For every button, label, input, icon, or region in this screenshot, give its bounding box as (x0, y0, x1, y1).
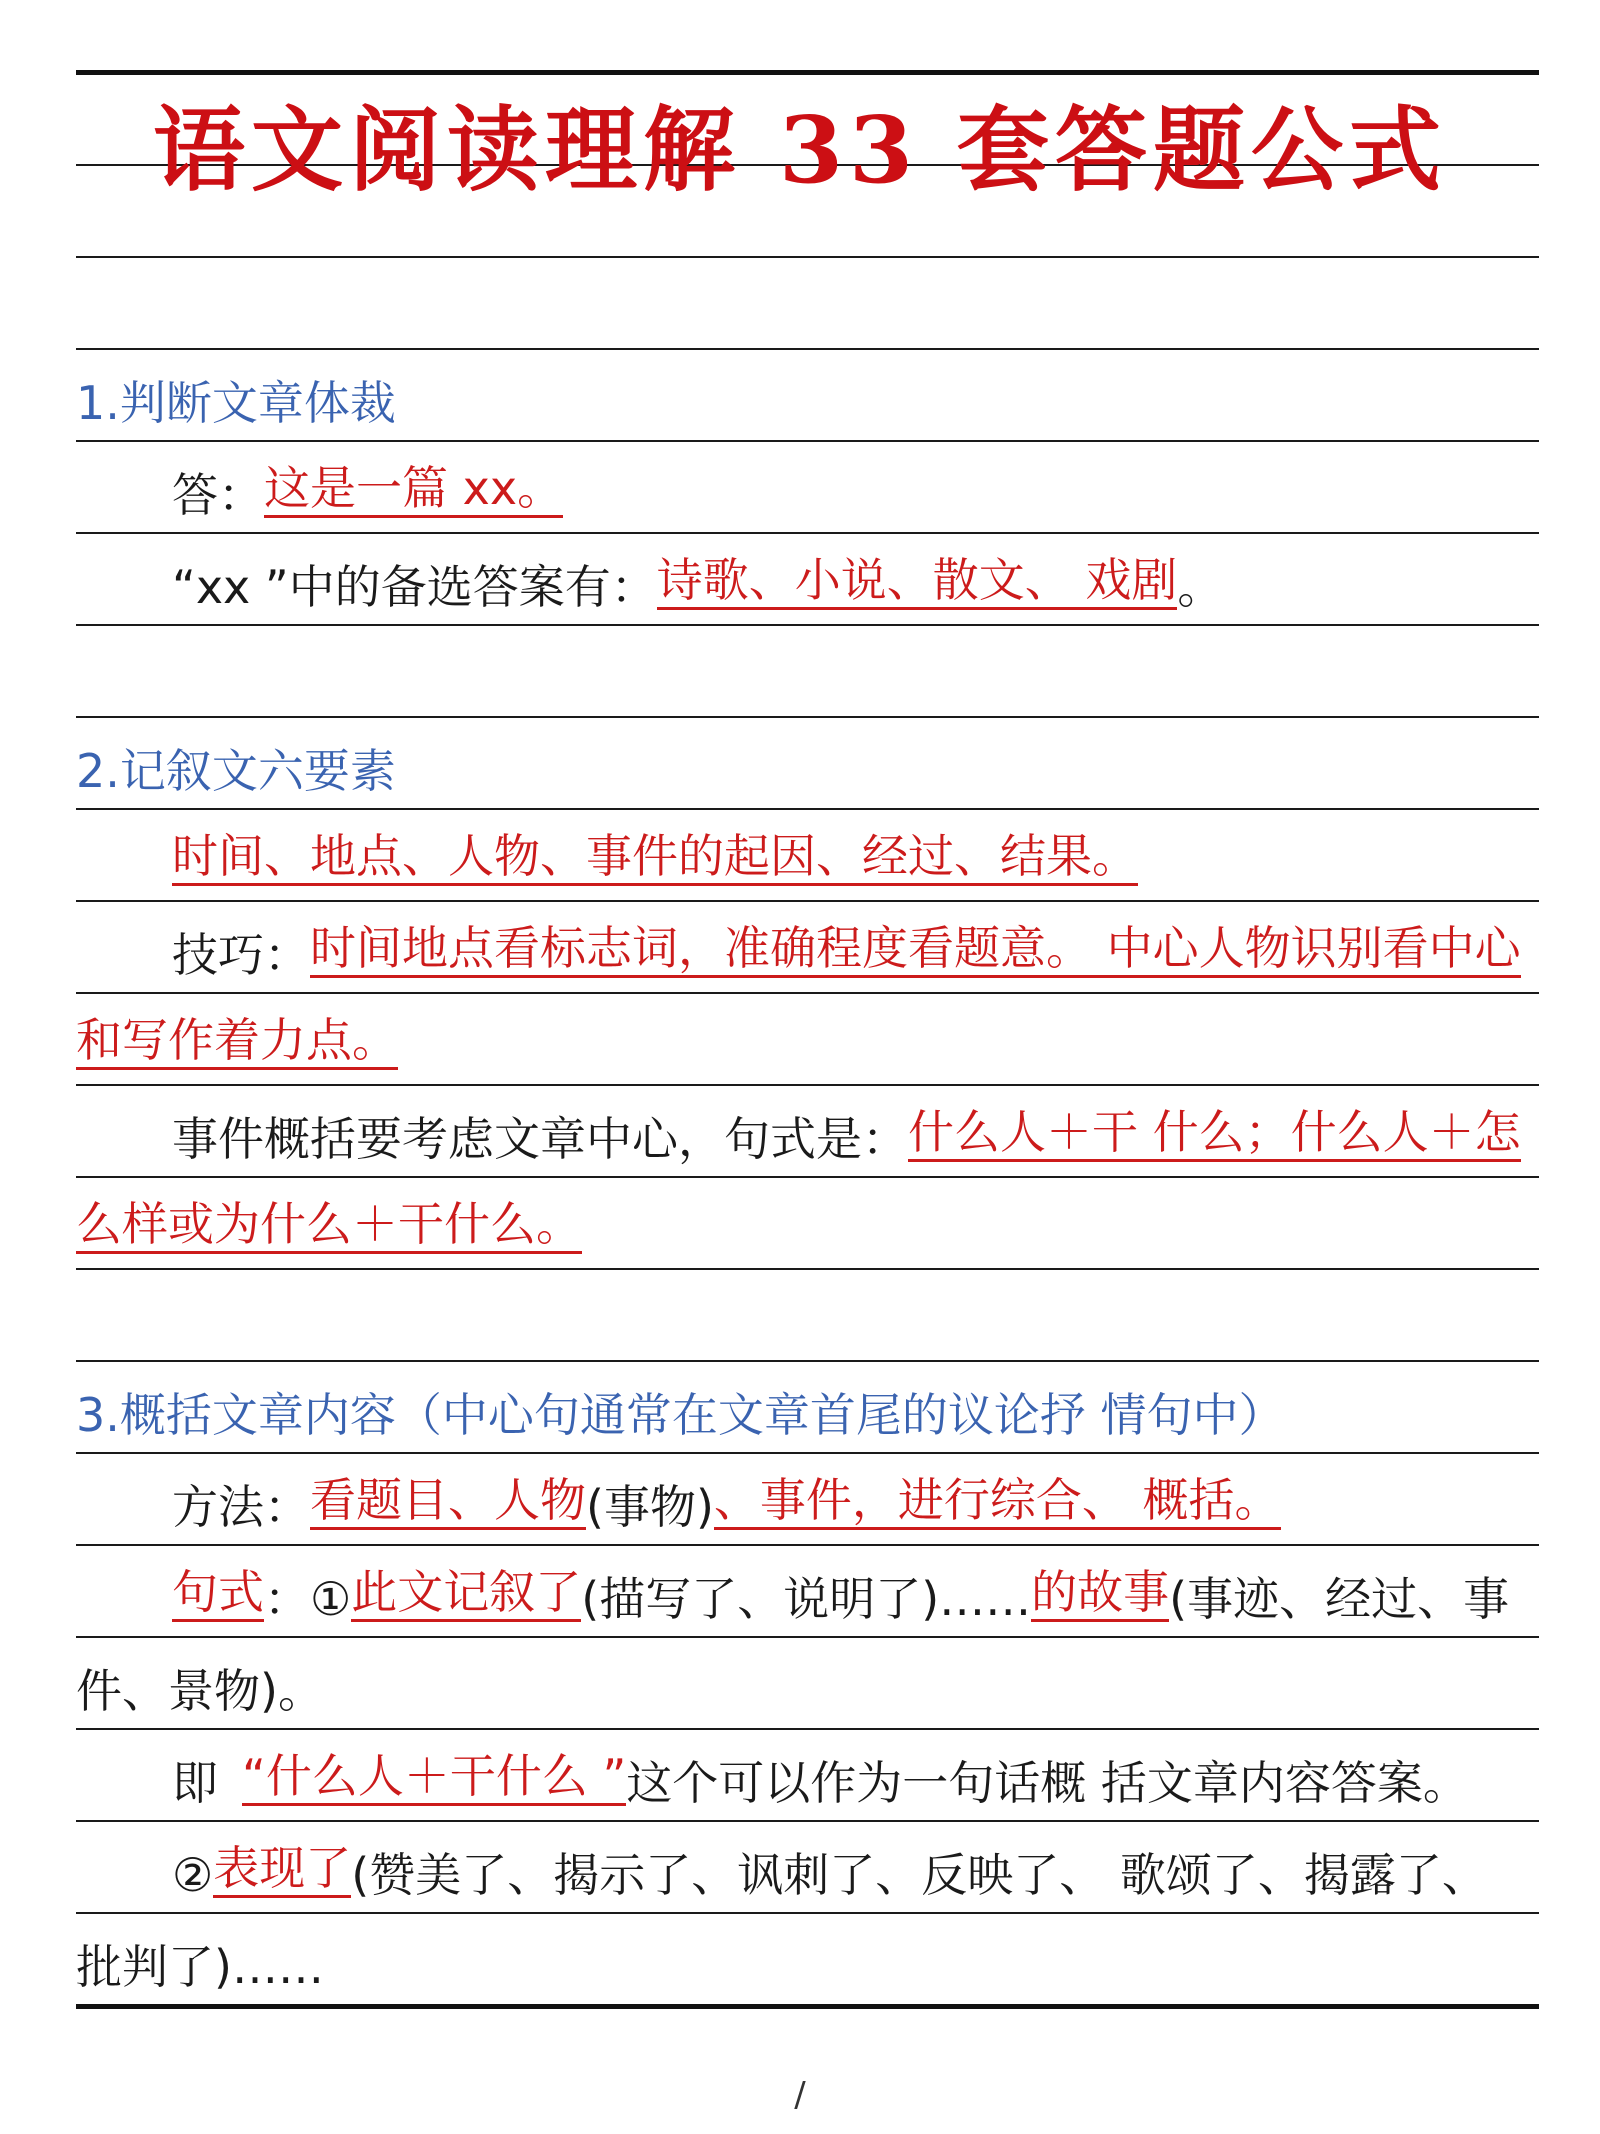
s3-l3-label: 即 (172, 1756, 218, 1810)
s3-l4-part-c: 批判了)…… (76, 1940, 324, 1994)
s2-line-4 (76, 1084, 1539, 1176)
s1-l2-answer: 诗歌、小说、散文、 戏剧 (657, 557, 1178, 610)
s2-line-1 (76, 808, 1539, 900)
s3-line-3 (76, 1636, 1539, 1728)
s2-pattern-part-1: 什么人＋干 什么；什么人＋怎 (908, 1109, 1521, 1162)
s1-l2-end: 。 (1177, 560, 1224, 614)
s2-tip-part-2: 和写作着力点。 (76, 1017, 398, 1070)
s3-l2-label: 句式 (172, 1569, 264, 1622)
s2-six-elements: 时间、地点、人物、事件的起因、经过、结果。 (172, 833, 1138, 886)
s3-l4-part-a: 表现了 (213, 1845, 351, 1898)
s3-line-2 (76, 1544, 1539, 1636)
s3-l3-pattern: “什么人＋干什么 ” (242, 1753, 626, 1806)
s2-line-5 (76, 1176, 1539, 1268)
bottom-rule (76, 2004, 1539, 2009)
s3-l2-part-b: (描写了、说明了)…… (581, 1572, 1032, 1626)
section-3-heading: 3.概括文章内容（中心句通常在文章首尾的议论抒 情句中） (76, 1388, 1285, 1442)
s3-line-5 (76, 1820, 1539, 1912)
s1-l1-answer: 这是一篇 xx。 (264, 465, 563, 518)
s3-l1-label: 方法： (172, 1480, 310, 1534)
s1-line-1 (76, 440, 1539, 532)
s1-line-2 (76, 532, 1539, 624)
s2-pattern-part-2: 么样或为什么＋干什么。 (76, 1201, 582, 1254)
section-3-heading-row (76, 1360, 1539, 1452)
s2-line-3 (76, 992, 1539, 1084)
s3-l3-note: 这个可以作为一句话概 括文章内容答案。 (626, 1756, 1469, 1810)
s2-l3-label: 事件概括要考虑文章中心，句式是： (172, 1112, 908, 1166)
ruled-line (76, 1268, 1539, 1270)
section-1-heading: 1.判断文章体裁 (76, 376, 396, 430)
s3-l2-part-d: (事迹、经过、事 (1169, 1572, 1510, 1626)
s3-l2-part-e: 件、景物)。 (76, 1664, 324, 1718)
s1-l1-label: 答： (172, 468, 264, 522)
s3-line-6 (76, 1912, 1539, 2004)
s2-tip-part-1: 时间地点看标志词，准确程度看题意。 中心人物识别看中心 (310, 925, 1521, 978)
section-1-heading-row (76, 348, 1539, 440)
s1-l2-label: “xx ”中的备选答案有： (172, 560, 657, 614)
s3-line-4 (76, 1728, 1539, 1820)
s2-l2-label: 技巧： (172, 928, 310, 982)
s3-l4-number: ② (172, 1848, 214, 1902)
s3-method-part-1: 看题目、人物 (310, 1477, 586, 1530)
page-title: 语文阅读理解 33 套答题公式 (152, 96, 1448, 204)
s3-method-part-2: (事物) (586, 1480, 714, 1534)
ruled-line (76, 256, 1539, 258)
page-mark: / (794, 2075, 806, 2115)
section-2-heading: 2.记叙文六要素 (76, 744, 396, 798)
s2-line-2 (76, 900, 1539, 992)
s3-l2-part-a: 此文记叙了 (351, 1569, 581, 1622)
s3-l2-colon: ： (264, 1572, 310, 1626)
s3-l2-part-c: 的故事 (1031, 1569, 1169, 1622)
top-rule (76, 70, 1539, 75)
s3-method-part-3: 、事件，进行综合、 概括。 (714, 1477, 1281, 1530)
s3-line-1 (76, 1452, 1539, 1544)
s3-l2-number: ① (310, 1572, 352, 1626)
section-2-heading-row (76, 716, 1539, 808)
ruled-line (76, 624, 1539, 626)
s3-l4-part-b: (赞美了、揭示了、讽刺了、反映了、 歌颂了、揭露了、 (351, 1848, 1488, 1902)
